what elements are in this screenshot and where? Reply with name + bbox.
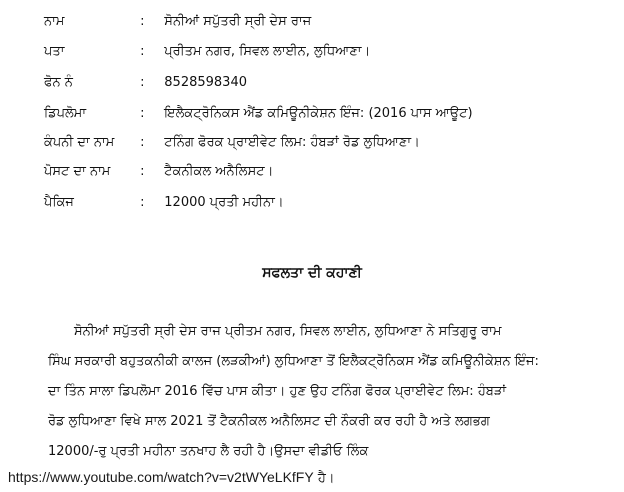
story-line: ਰੋਡ ਲੁਧਿਆਣਾ ਵਿਖੇ ਸਾਲ 2021 ਤੋਂ ਟੈਕਨੀਕਲ ਅਨੈਲਿਸਟ ਦੀ ਨੌਕਰੀ ਕਰ ਰਹੀ ਹੈ ਅਤੇ ਲਗਭਗ <box>48 414 490 429</box>
colon: : <box>140 14 145 29</box>
field-label: ਪੋਸਟ ਦਾ ਨਾਮ <box>44 164 111 179</box>
field-value: ਸੋਨੀਆਂ ਸਪੁੱਤਰੀ ਸ੍ਰੀ ਦੇਸ ਰਾਜ <box>164 14 312 29</box>
link-suffix: ਹੈ। <box>313 471 335 486</box>
field-name <box>44 12 311 32</box>
field-address <box>44 42 370 62</box>
field-label: ਪਤਾ <box>44 44 65 59</box>
story-link-line <box>8 464 568 490</box>
story-line: ਸਿੰਘ ਸਰਕਾਰੀ ਬਹੁਤਕਨੀਕੀ ਕਾਲਜ (ਲੜਕੀਆਂ) ਲੁਧਿਆਣਾ ਤੋਂ ਇਲੈਕਟ੍ਰੋਨਿਕਸ ਐਂਡ ਕਮਿਊਨੀਕੇਸ਼ਨ ਇੰਜ: <box>48 354 539 369</box>
field-value: ਟਨਿੰਗ ਫੋਰਕ ਪ੍ਰਾਈਵੇਟ ਲਿਮ: ਹੰਬੜਾਂ ਰੋਡ ਲੁਧਿਆਣਾ। <box>164 135 420 150</box>
field-label: ਨਾਮ <box>44 14 65 29</box>
colon: : <box>140 106 145 121</box>
field-value: ਪ੍ਰੀਤਮ ਨਗਰ, ਸਿਵਲ ਲਾਈਨ, ਲੁਧਿਆਣਾ। <box>164 44 371 59</box>
field-value: 12000 ਪ੍ਰਤੀ ਮਹੀਨਾ। <box>164 195 284 210</box>
field-value: 8528598340 <box>164 75 247 90</box>
field-diploma <box>44 104 473 124</box>
story-line: 12000/-ਰੁ ਪ੍ਰਤੀ ਮਹੀਨਾ ਤਨਖਾਹ ਲੈ ਰਹੀ ਹੈ।ਉਸਦਾ ਵੀਡੀਓ ਲਿੰਕ <box>48 444 369 459</box>
story-line: ਸੋਨੀਆਂ ਸਪੁੱਤਰੀ ਸ੍ਰੀ ਦੇਸ ਰਾਜ ਪ੍ਰੀਤਮ ਨਗਰ, ਸਿਵਲ ਲਾਈਨ, ਲੁਧਿਆਣਾ ਨੇ ਸਤਿਗੁਰੂ ਰਾਮ <box>74 324 502 339</box>
story-line: ਦਾ ਤਿੰਨ ਸਾਲਾ ਡਿਪਲੋਮਾ 2016 ਵਿੱਚ ਪਾਸ ਕੀਤਾ। ਹੁਣ ਉਹ ਟਨਿੰਗ ਫੋਰਕ ਪ੍ਰਾਈਵੇਟ ਲਿਮ: ਹੰਬੜਾਂ <box>48 384 507 399</box>
field-label: ਡਿਪਲੋਮਾ <box>44 106 87 121</box>
field-post <box>44 162 273 182</box>
field-label: ਪੈਕਿਜ <box>44 195 74 210</box>
story-paragraph <box>48 317 608 467</box>
colon: : <box>140 135 145 150</box>
field-value: ਟੈਕਨੀਕਲ ਅਨੈਲਿਸਟ। <box>164 164 274 179</box>
field-label: ਫੋਨ ਨੰ <box>44 75 73 90</box>
field-label: ਕੰਪਨੀ ਦਾ ਨਾਮ <box>44 135 115 150</box>
field-package <box>44 193 284 213</box>
youtube-link[interactable]: https://www.youtube.com/watch?v=v2tWYeLKfFY <box>8 469 314 485</box>
field-phone <box>44 73 247 93</box>
colon: : <box>140 44 145 59</box>
field-value: ਇਲੈਕਟ੍ਰੋਨਿਕਸ ਐਂਡ ਕਮਿਊਨੀਕੇਸ਼ਨ ਇੰਜ: (2016 ਪਾਸ ਆਊਟ) <box>164 106 473 121</box>
colon: : <box>140 75 145 90</box>
colon: : <box>140 164 145 179</box>
colon: : <box>140 195 145 210</box>
section-title: ਸਫਲਤਾ ਦੀ ਕਹਾਣੀ <box>262 265 362 281</box>
field-company <box>44 133 420 153</box>
